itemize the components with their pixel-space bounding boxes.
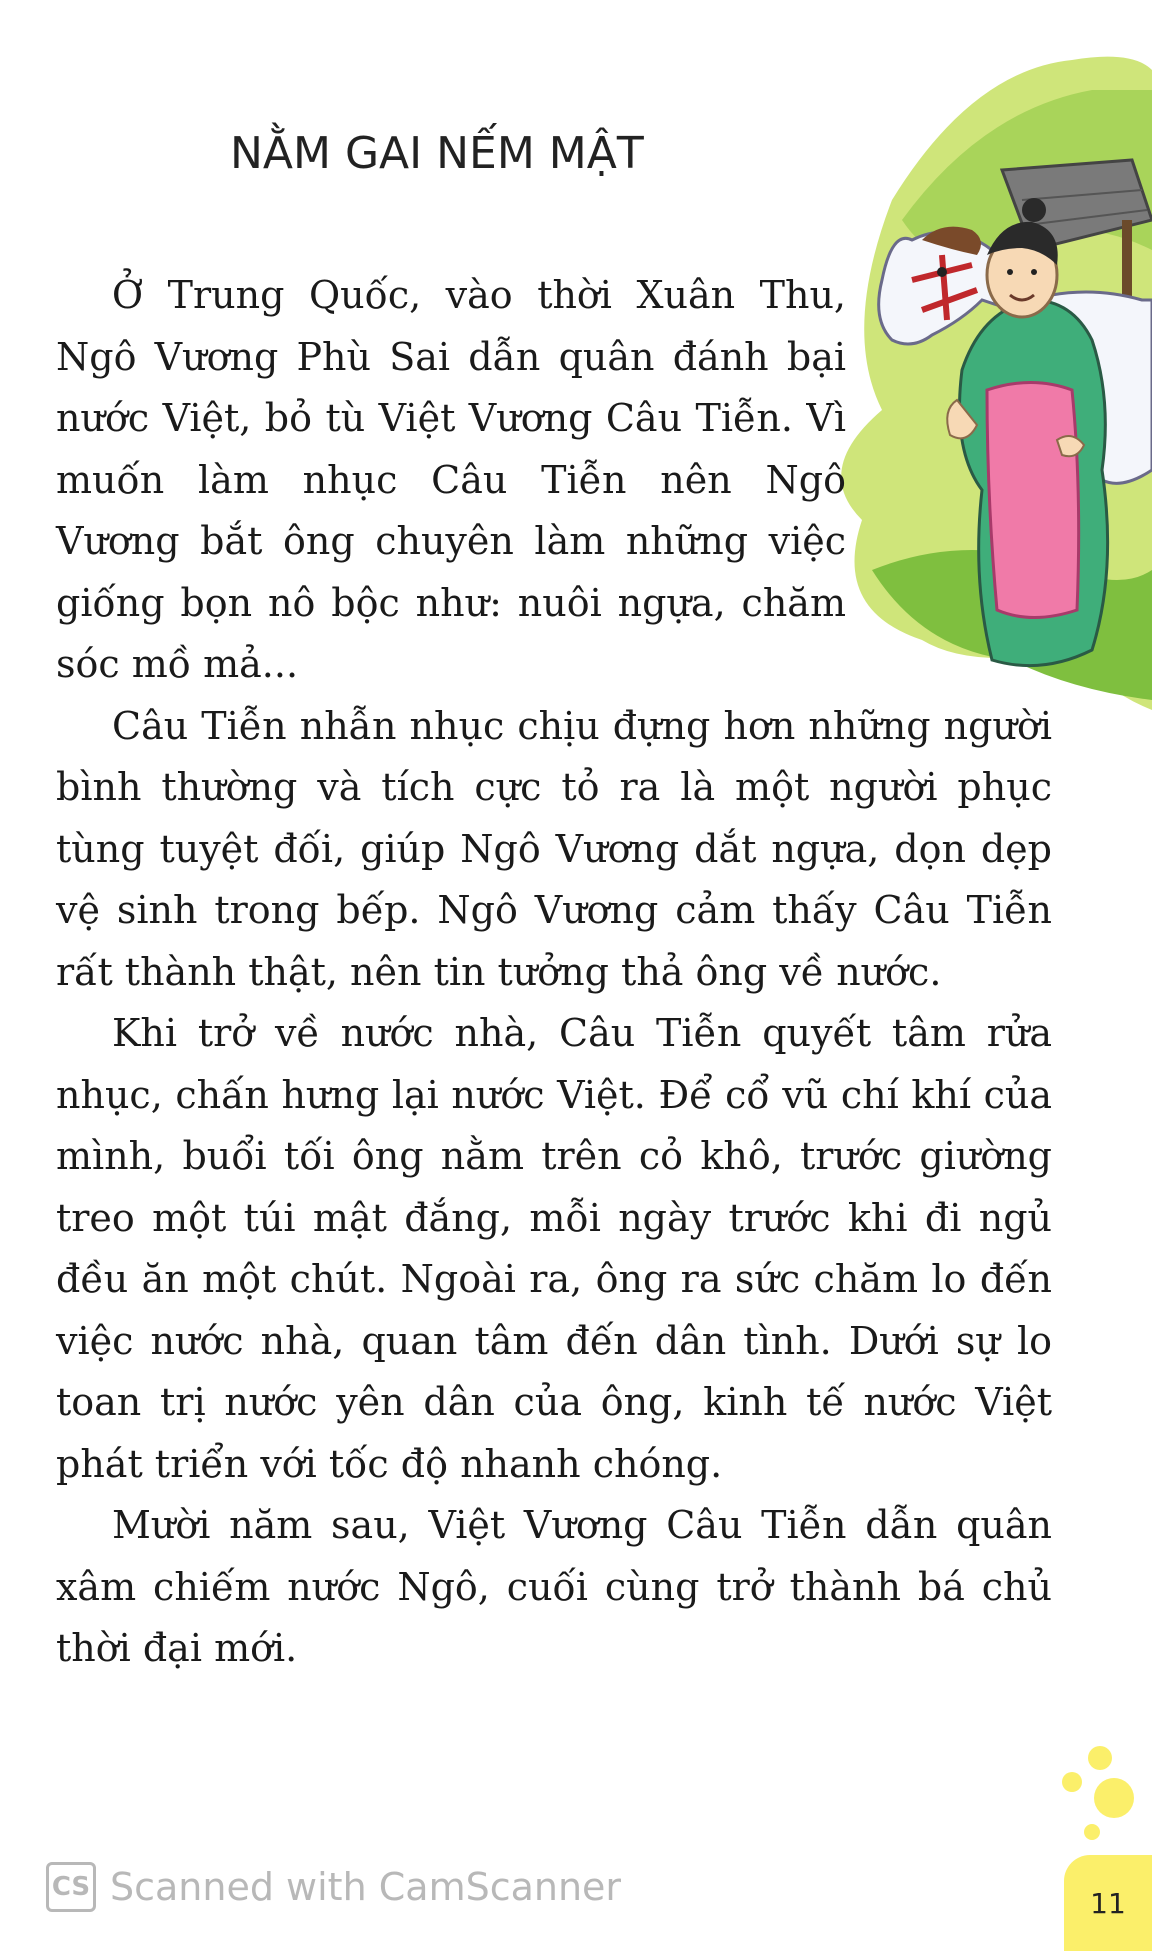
story-title: NẰM GAI NẾM MẬT [230, 128, 644, 179]
camscanner-watermark [46, 1862, 621, 1912]
decorative-dots [1052, 1740, 1152, 1850]
watermark-text: Scanned with CamScanner [110, 1865, 622, 1909]
page-number-tab [1064, 1855, 1152, 1951]
page-number: 11 [1090, 1886, 1126, 1920]
paragraph-3: Khi trở về nước nhà, Câu Tiễn quyết tâm rửa nhục, chấn hưng lại nước Việt. Để cổ vũ chí khí của mình, buổi tối ông nằm trên cỏ khô, trước giường treo một túi mật đắng, mỗi ngày trước khi đi ngủ đều ăn một chút. Ngoài ra, ông ra sức chăm lo đến việc nước nhà, quan tâm đến dân tình. Dưới sự lo toan trị nước yên dân của ông, kinh tế nước Việt phát triển với tốc độ nhanh chóng. [56, 1011, 1052, 1486]
camscanner-icon: CS [46, 1862, 96, 1912]
story-text [56, 265, 1052, 1680]
paragraph-1: Ở Trung Quốc, vào thời Xuân Thu, Ngô Vương Phù Sai dẫn quân đánh bại nước Việt, bỏ tù Việt Vương Câu Tiễn. Vì muốn làm nhục Câu Tiễn nên Ngô Vương bắt ông chuyên làm những việc giống bọn nô bộc như: nuôi ngựa, chăm sóc mồ mả... [56, 273, 846, 686]
paragraph-4: Mười năm sau, Việt Vương Câu Tiễn dẫn quân xâm chiếm nước Ngô, cuối cùng trở thành bá chủ thời đại mới. [56, 1503, 1052, 1670]
paragraph-2: Câu Tiễn nhẫn nhục chịu đựng hơn những người bình thường và tích cực tỏ ra là một người phục tùng tuyệt đối, giúp Ngô Vương dắt ngựa, dọn dẹp vệ sinh trong bếp. Ngô Vương cảm thấy Câu Tiễn rất thành thật, nên tin tưởng thả ông về nước. [56, 703, 1052, 994]
